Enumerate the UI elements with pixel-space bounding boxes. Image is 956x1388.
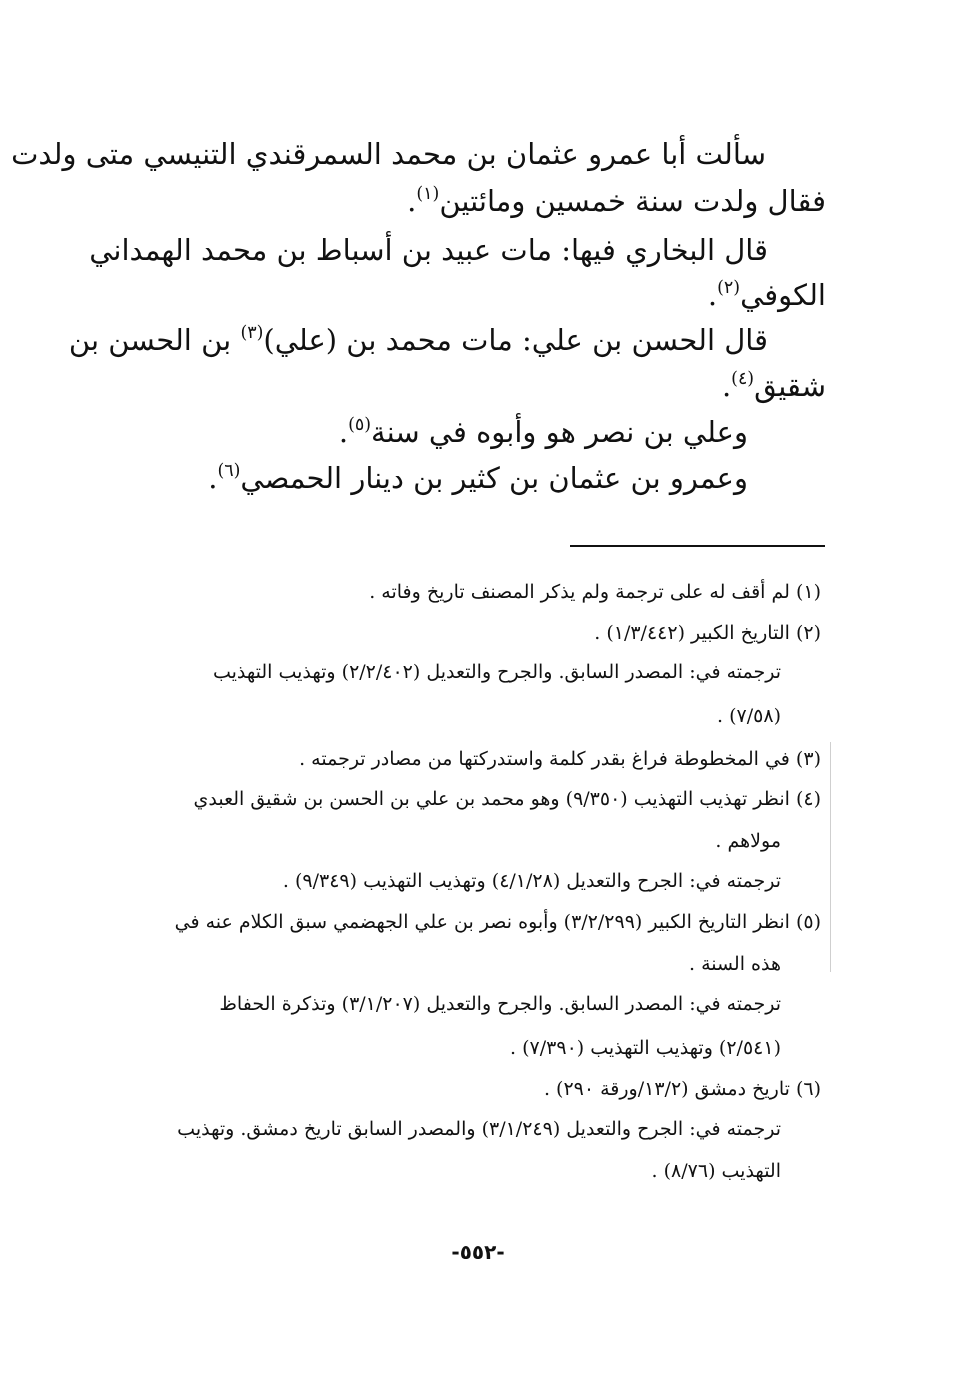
footnote-separator [570,545,825,547]
footnote-6-source-line-1: ترجمته في: الجرح والتعديل (٣/١/٢٤٩) والمصدر السابق تاريخ دمشق. وتهذيب [177,1118,781,1140]
scan-edge-mark [830,742,831,972]
main-text-line [11,137,766,171]
period: . [208,461,218,495]
page-number: -٥٥٢- [451,1240,505,1264]
footnote-ref-4[interactable]: (٤) [731,368,755,389]
footnote-2-source-line-1: ترجمته في: المصدر السابق. والجرح والتعديل (٢/٢/٤٠٢) وتهذيب التهذيب [212,661,781,683]
footnote-5-source-line-1: ترجمته في: المصدر السابق. والجرح والتعديل (٣/١/٢٠٧) وتذكرة الحفاظ [219,993,781,1015]
main-text-line [721,368,826,403]
footnote-ref-6[interactable]: (٦) [217,460,241,481]
footnote-ref-2[interactable]: (٢) [717,277,741,298]
footnote-1: (١) لم أقف له على ترجمة ولم يذكر المصنف تاريخ وفاته . [369,581,821,603]
paragraph-3-line-1-start: قال الحسن بن علي: مات محمد بن (علي) [263,323,768,357]
footnote-3: (٣) في المخطوطة فراغ بقدر كلمة واستدركتها من مصادر ترجمته . [299,748,821,770]
footnote-5-line-1: (٥) انظر التاريخ الكبير (٣/٢/٢٩٩) وأبوه نصر بن علي الجهضمي سبق الكلام عنه في [174,911,821,933]
footnote-5-source-line-2: (٢/٥٤١) وتهذيب التهذيب (٧/٣٩٠) . [510,1037,781,1059]
main-text-line [407,183,826,218]
main-text-line [68,322,768,357]
paragraph-4: وعلي بن نصر هو وأبوه في سنة [371,415,748,449]
paragraph-1-line-2: فقال ولدت سنة خمسين ومائتين [439,184,826,218]
paragraph-3-line-2: شقيق [754,369,826,403]
main-text-line [89,233,768,267]
main-text-line [707,277,826,312]
footnote-5-line-2: هذه السنة . [688,953,781,975]
footnote-2: (٢) التاريخ الكبير (١/٣/٤٤٢) . [594,622,821,644]
paragraph-5: وعمرو بن عثمان بن كثير بن دينار الحمصي [240,461,748,495]
paragraph-1-line-1: سألت أبا عمرو عثمان بن محمد السمرقندي التنيسي متى ولدت [11,137,766,171]
footnote-4-source: ترجمته في: الجرح والتعديل (٤/١/٢٨) وتهذيب التهذيب (٩/٣٤٩) . [282,870,781,892]
period: . [721,369,732,403]
paragraph-2-line-2: الكوفي [740,278,826,312]
footnote-ref-5[interactable]: (٥) [348,414,372,435]
period: . [407,184,417,218]
period: . [707,278,718,312]
footnote-ref-1[interactable]: (١) [416,183,440,204]
paragraph-2-line-1: قال البخاري فيها: مات عبيد بن أسباط بن محمد الهمداني [89,233,768,267]
footnote-ref-3[interactable]: (٣) [240,322,264,343]
footnote-6: (٦) تاريخ دمشق (١٣/٢/ورقة ٢٩٠) . [543,1078,821,1100]
footnote-4-line-1: (٤) انظر تهذيب التهذيب (٩/٣٥٠) وهو محمد بن علي بن الحسن بن شقيق العبدي [193,788,821,810]
period: . [338,415,349,449]
paragraph-3-line-1-end: بن الحسن بن [68,323,232,357]
footnote-4-line-2: مولاهم . [715,830,781,852]
main-text-line [338,414,748,449]
footnote-2-source-line-2: (٧/٥٨) . [717,705,781,727]
main-text-line [208,460,748,495]
footnote-6-source-line-2: التهذيب (٨/٧٦) . [651,1160,781,1182]
